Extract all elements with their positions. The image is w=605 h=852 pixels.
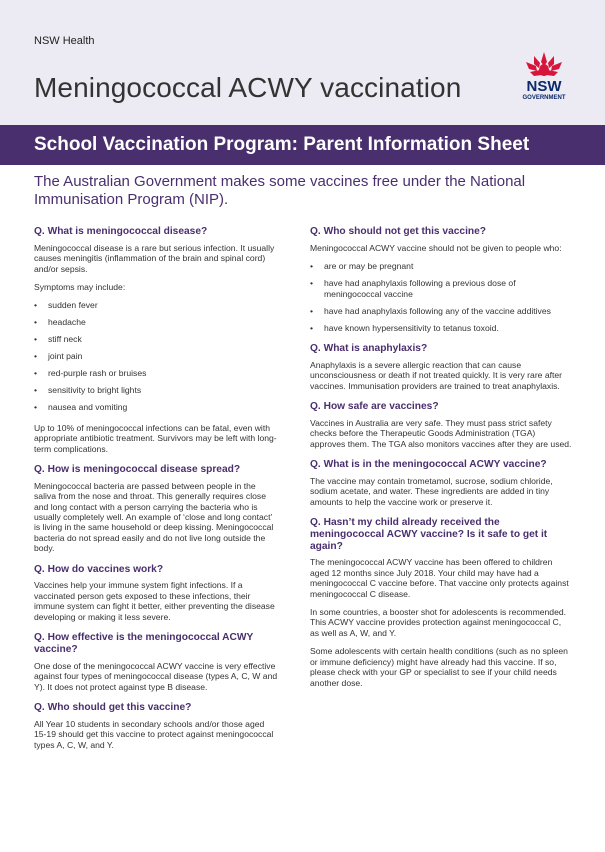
paragraph: Meningococcal disease is a rare but serious infection. It usually causes meningitis (inflammation of the brain and spinal cord) and/or sepsis.: [34, 242, 275, 274]
list-item: • headache: [34, 317, 279, 327]
section-heading: Q. How safe are vaccines?: [310, 401, 439, 413]
paragraph: Some adolescents with certain health conditions (such as no spleen or immune deficiency) might have already had this vaccine. If so, please check with your GP or specialist to see if your child needs another dose.: [310, 646, 568, 688]
list-item: • have had anaphylaxis following any of the vaccine additives: [310, 306, 572, 316]
logo-wordmark: NSW: [526, 78, 562, 95]
section-who-should-not-get: [310, 226, 572, 333]
section-heading: Q. How is meningococcal disease spread?: [34, 464, 241, 476]
paragraph: In some countries, a booster shot for adolescents is recommended. This ACWY vaccine provides protection against meningococcal C, as well as A, W, and Y.: [310, 607, 567, 638]
right-column: [310, 226, 572, 698]
paragraph: All Year 10 students in secondary schools and/or those aged 15-19 should get this vaccine to protect against meningococcal types A, C, W, and Y.: [34, 718, 274, 750]
section-what-is-anaphylaxis: [310, 343, 572, 391]
section-how-vaccines-work: [34, 564, 279, 622]
section-how-safe: [310, 401, 572, 449]
section-heading: Q. What is anaphylaxis?: [310, 343, 428, 355]
waratah-flower-icon: [522, 50, 566, 80]
section-heading: Q. How do vaccines work?: [34, 563, 164, 575]
section-heading: Q. Who should not get this vaccine?: [310, 226, 487, 237]
paragraph: Vaccines in Australia are very safe. They must pass strict safety checks before the Therapeutic Goods Administration (TGA) approves them. The TGA also monitors vaccines after they are used.: [310, 417, 572, 449]
banner-title: School Vaccination Program: Parent Information Sheet: [34, 134, 530, 155]
list-item: • are or may be pregnant: [310, 261, 572, 271]
section-heading: Q. What is in the meningococcal ACWY vaccine?: [310, 459, 547, 471]
paragraph: The meningococcal ACWY vaccine has been offered to children aged 12 months since July 2018. Your child may have had a meningococcal C vaccine before. That vaccine only protects against meningococcal C disease.: [310, 557, 569, 599]
list-item: • sensitivity to bright lights: [34, 385, 279, 395]
page-title: Meningococcal ACWY vaccination: [34, 72, 462, 103]
intro-text: The Australian Government makes some vaccines free under the National Immunisation Program (NIP).: [34, 173, 526, 208]
logo-subtext: GOVERNMENT: [522, 95, 566, 101]
section-who-should-get: [34, 702, 279, 750]
paragraph: Anaphylaxis is a severe allergic reaction that can cause unconsciousness or death if not treated quickly. It is very rare after vaccines. Immunisation providers are trained to treat anaphylaxis.: [310, 359, 563, 391]
list-item: • sudden fever: [34, 300, 279, 310]
paragraph: One dose of the meningococcal ACWY vaccine is very effective against four types of meningococcal disease (types A, C, W and Y). It does not protect against type B disease.: [34, 660, 278, 692]
symptom-list: [34, 300, 279, 412]
contraindication-list: [310, 261, 572, 333]
list-item: • have had anaphylaxis following a previous dose of meningococcal vaccine: [310, 278, 572, 299]
section-vaccine-ingredients: [310, 459, 572, 507]
org-name: NSW Health: [34, 35, 95, 47]
list-item: • red-purple rash or bruises: [34, 368, 279, 378]
paragraph: Up to 10% of meningococcal infections can be fatal, even with appropriate antibiotic treatment. Survivors may be left with long-term complications.: [34, 422, 277, 454]
nsw-government-logo: [514, 50, 574, 106]
paragraph: Symptoms may include:: [34, 282, 126, 293]
section-how-spread: [34, 464, 279, 554]
paragraph: Meningococcal bacteria are passed between people in the saliva from the nose and throat. This generally requires close and long contact with a person carrying the bacteria who is usually completely well. An example of ‘close and long contact’ is living in the same household or deep kissing. Meningococcal bacteria do not spread easily and do not live long outside the body.: [34, 480, 274, 554]
paragraph: Vaccines help your immune system fight infections. If a vaccinated person gets exposed to these infections, their immune system can fight it better, either preventing the disease developing or making it less severe.: [34, 580, 275, 622]
section-already-received: [310, 517, 572, 688]
section-how-effective: [34, 632, 279, 692]
section-heading: Q. How effective is the meningococcal ACWY vaccine?: [34, 632, 254, 655]
list-item: • joint pain: [34, 351, 279, 361]
section-heading: Q. Who should get this vaccine?: [34, 701, 192, 713]
list-item: • stiff neck: [34, 334, 279, 344]
list-item: • have known hypersensitivity to tetanus toxoid.: [310, 323, 572, 333]
paragraph: The vaccine may contain trometamol, sucrose, sodium chloride, sodium acetate, and water. These ingredients are added in tiny amounts to help the vaccine work or preserve it.: [310, 475, 553, 507]
list-item: • nausea and vomiting: [34, 402, 279, 412]
section-heading: Q. What is meningococcal disease?: [34, 226, 208, 237]
paragraph: Meningococcal ACWY vaccine should not be given to people who:: [310, 242, 562, 253]
section-what-is-disease: [34, 226, 279, 454]
section-heading: Q. Hasn’t my child already received the meningococcal ACWY vaccine? Is it safe to get it again?: [310, 517, 548, 552]
left-column: [34, 226, 279, 760]
